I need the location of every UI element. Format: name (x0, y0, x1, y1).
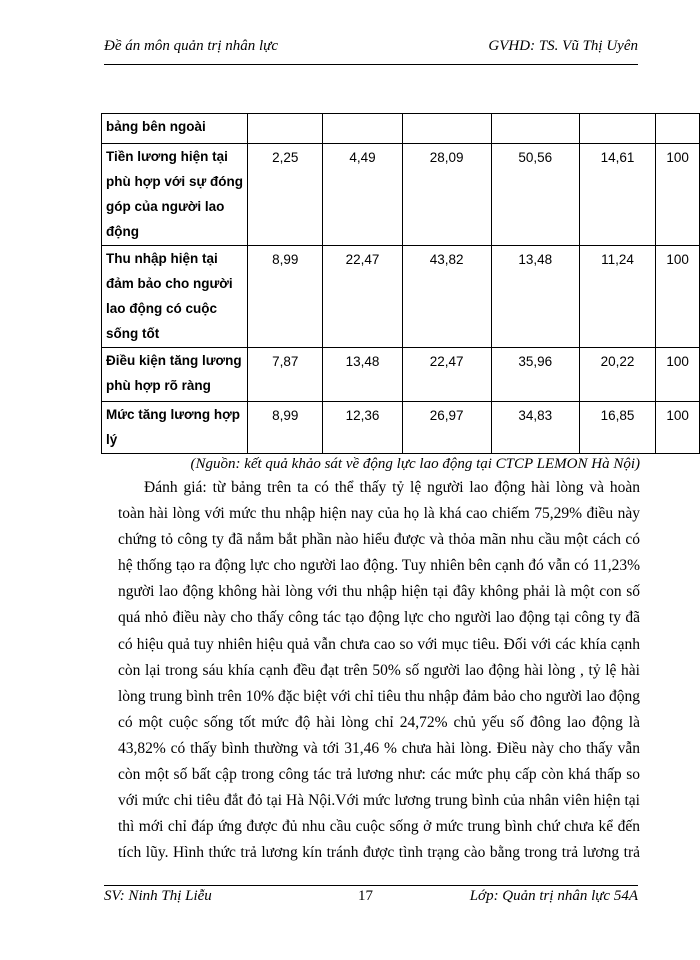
table-cell: 22,47 (323, 246, 402, 348)
paragraph-line: có hiệu quả tuy nhiên hiệu quả vẫn chưa cao so với mục tiêu. Đối với các khía cạnh (118, 635, 640, 653)
footer-student: SV: Ninh Thị Liễu (104, 888, 212, 904)
table-cell: 7,87 (248, 348, 323, 402)
row-criterion-label: Thu nhập hiện tại đảm bảo cho người lao động có cuộc sống tốt (102, 246, 248, 348)
table-row (102, 348, 700, 402)
table-cell (323, 114, 402, 144)
table-cell: 8,99 (248, 246, 323, 348)
row-criterion-label: Điều kiện tăng lương phù hợp rõ ràng (102, 348, 248, 402)
table-cell: 43,82 (402, 246, 491, 348)
table-cell: 8,99 (248, 402, 323, 454)
table-cell (402, 114, 491, 144)
paragraph-line: lòng trung bình trên 10% đặc biệt với chỉ tiêu thu nhập đảm bảo cho người lao động (118, 687, 640, 705)
table-cell: 100 (656, 402, 700, 454)
paragraph-line: còn một số bất cập trong công tác trả lương như: các mức phụ cấp còn khá thấp so (118, 766, 640, 784)
table-source-note: (Nguồn: kết quả khảo sát về động lực lao động tại CTCP LEMON Hà Nội) (190, 456, 640, 472)
row-criterion-label: bảng bên ngoài (102, 114, 248, 144)
table-cell (248, 114, 323, 144)
table-cell: 16,85 (579, 402, 655, 454)
paragraph-line: hệ thống tạo ra động lực cho người lao động. Tuy nhiên bên cạnh đó vẫn có 11,23% (118, 557, 640, 575)
page-header (104, 38, 638, 60)
table-cell: 22,47 (402, 348, 491, 402)
table-cell: 4,49 (323, 144, 402, 246)
table-cell: 34,83 (491, 402, 579, 454)
table-cell: 12,36 (323, 402, 402, 454)
header-supervisor: GVHD: TS. Vũ Thị Uyên (488, 38, 638, 54)
table-row (102, 114, 700, 144)
paragraph-line: 43,82% có thấy bình thường và tới 31,46 % chưa hài lòng. Điều này cho thấy vẫn (118, 739, 640, 757)
row-criterion-label: Tiền lương hiện tại phù hợp với sự đóng góp của người lao động (102, 144, 248, 246)
paragraph-line: Đánh giá: từ bảng trên ta có thể thấy tỷ lệ người lao động hài lòng và hoàn (144, 479, 640, 496)
table-cell: 100 (656, 144, 700, 246)
table-cell: 26,97 (402, 402, 491, 454)
paragraph-line: với mức chi tiêu đắt đỏ tại Hà Nội.Với mức lương trung bình của nhân viên hiện tại (118, 792, 640, 810)
row-criterion-label: Mức tăng lương hợp lý (102, 402, 248, 454)
header-course-title: Đề án môn quản trị nhân lực (104, 38, 279, 54)
paragraph-line: tích lũy. Hình thức trả lương kín tránh được tình trạng cào bằng trong trả lương trả (118, 844, 640, 862)
table-row (102, 246, 700, 348)
table-cell: 13,48 (491, 246, 579, 348)
table-cell (656, 114, 700, 144)
table-cell (579, 114, 655, 144)
table-cell: 100 (656, 348, 700, 402)
paragraph-line: quá nhỏ điều này cho thấy công tác tạo động lực cho người lao động tại công ty đã (118, 609, 640, 627)
survey-table (101, 113, 700, 454)
paragraph-line: người lao động không hài lòng với thu nhập hiện tại đây không phải là một con số (118, 583, 640, 601)
table-cell (491, 114, 579, 144)
page-number: 17 (358, 888, 373, 904)
evaluation-paragraph (118, 475, 640, 866)
paragraph-line: thì mới chỉ đáp ứng được đủ nhu cầu cuộc sống ở mức trung bình chứ chưa kể đến (118, 818, 640, 836)
table-row (102, 144, 700, 246)
paragraph-line: toàn hài lòng với mức thu nhập hiện nay của họ là khá cao chiếm 75,29% điều này (118, 505, 640, 523)
table-cell: 20,22 (579, 348, 655, 402)
table-cell: 2,25 (248, 144, 323, 246)
table-row (102, 402, 700, 454)
table-cell: 11,24 (579, 246, 655, 348)
footer-divider (104, 885, 638, 886)
table-cell: 35,96 (491, 348, 579, 402)
paragraph-line: chứng tỏ công ty đã nắm bắt phần nào hiểu được và thỏa mãn nhu cầu một cách có (118, 531, 640, 549)
paragraph-line: có một cuộc sống tốt mức độ hài lòng chỉ 24,72% chủ yếu số đông lao động là (118, 713, 640, 731)
table-cell: 13,48 (323, 348, 402, 402)
table-cell: 28,09 (402, 144, 491, 246)
footer-class: Lớp: Quản trị nhân lực 54A (469, 888, 638, 904)
table-cell: 100 (656, 246, 700, 348)
table-cell: 14,61 (579, 144, 655, 246)
table-cell: 50,56 (491, 144, 579, 246)
header-divider (104, 64, 638, 65)
paragraph-line: còn lại trong sáu khía cạnh đều đạt trên 50% số người lao động hài lòng , tỷ lệ hài (118, 661, 640, 679)
